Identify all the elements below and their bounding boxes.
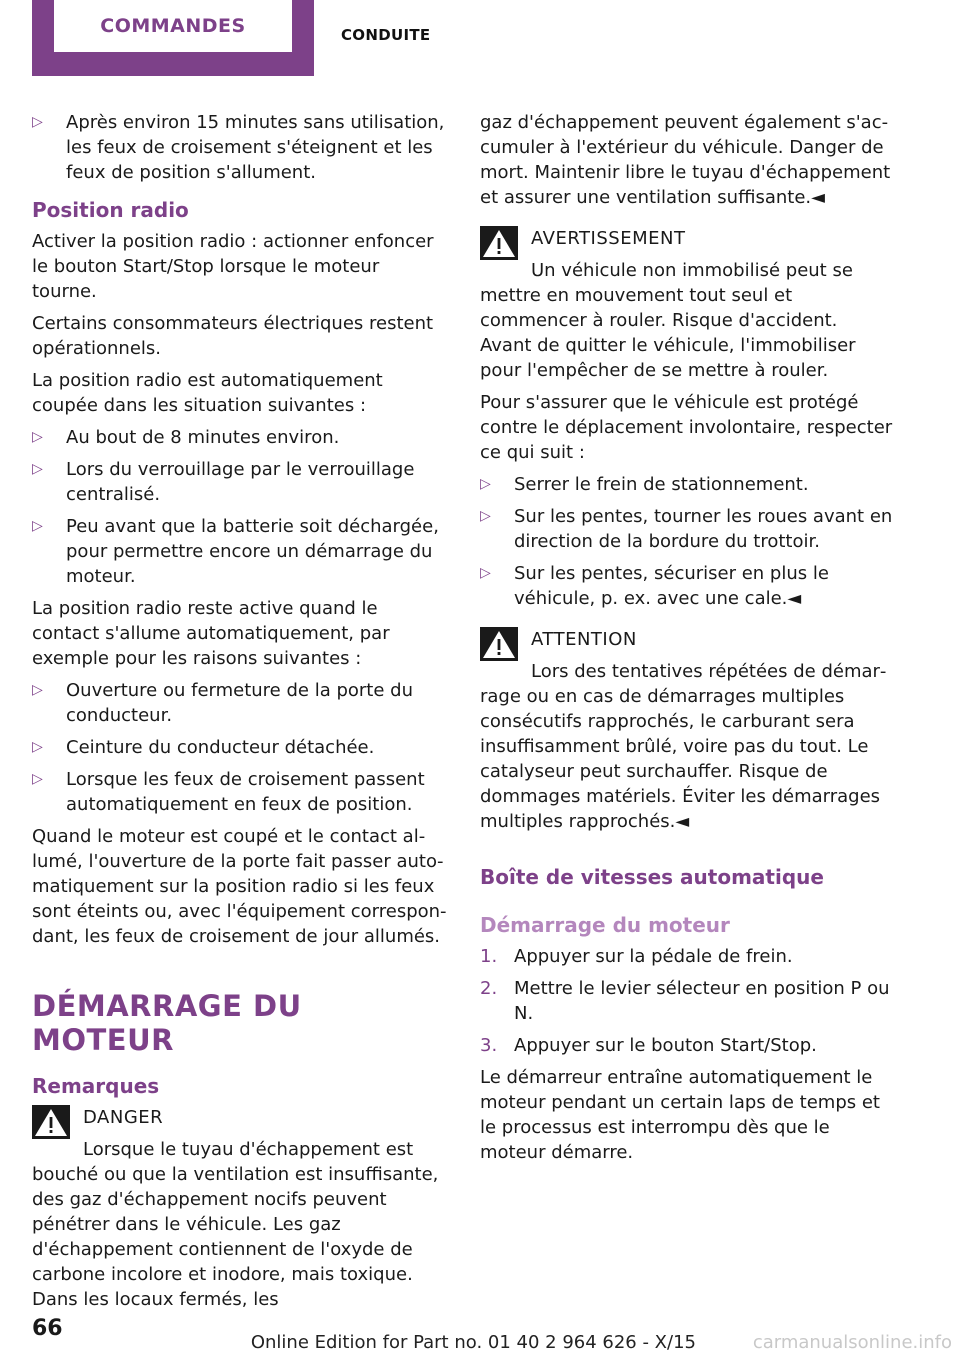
- paragraph: Pour s'assurer que le véhicule est protégé contre le déplacement involontaire, respecter ce qui suit :: [480, 392, 893, 463]
- paragraph: gaz d'échappement peuvent également s'accumuler à l'extérieur du véhicule. Danger de mort. Maintenir libre le tuyau d'échappement et assurer une ventilation suffisante.◄: [480, 112, 891, 208]
- list-item: 3. Appuyer sur le bouton Start/Stop.: [480, 1035, 817, 1056]
- step-number: 1.: [480, 946, 498, 967]
- list-item: ▷ Ceinture du conducteur détachée.: [32, 737, 375, 758]
- list-item: ▷ Sur les pentes, sécuriser en plus le véhicule, p. ex. avec une cale.◄: [480, 563, 829, 609]
- step-number: 2.: [480, 978, 498, 999]
- avertissement-notice: [480, 226, 894, 383]
- watermark: carmanualsonline.info: [752, 1332, 952, 1353]
- paragraph: Le démarreur entraîne automatiquement le moteur pendant un certain laps de temps et le processus est interrompu dès que le moteur démarre.: [480, 1067, 880, 1163]
- triangle-bullet-icon: ▷: [480, 476, 491, 492]
- warning-triangle-icon: [32, 1105, 70, 1139]
- list-item: ▷ Lorsque les feux de croisement passent automatiquement en feux de position.: [32, 769, 425, 815]
- list-item: 1. Appuyer sur la pédale de frein.: [480, 946, 793, 967]
- warning-triangle-icon: [480, 627, 518, 661]
- edition-footer: Online Edition for Part no. 01 40 2 964 626 - X/15: [250, 1332, 696, 1353]
- danger-label: DANGER: [83, 1107, 164, 1128]
- page-number: 66: [32, 1316, 63, 1341]
- tab-commandes-label: COMMANDES: [54, 0, 292, 52]
- warning-triangle-icon: [480, 226, 518, 260]
- list-item: 2. Mettre le levier sélecteur en position P ou N.: [480, 978, 890, 1024]
- heading-position-radio: Position radio: [32, 198, 189, 222]
- section-tabs: [32, 0, 932, 76]
- tab-conduite[interactable]: CONDUITE: [341, 26, 431, 44]
- heading-demarrage-du-moteur: DÉMARRAGE DU MOTEUR: [32, 989, 302, 1057]
- list-item: ▷ Après environ 15 minutes sans utilisation, les feux de croisement s'éteignent et les feux de position s'allument.: [32, 112, 445, 183]
- list-item: ▷ Serrer le frein de stationnement.: [480, 474, 809, 495]
- list-item: ▷ Ouverture ou fermeture de la porte du conducteur.: [32, 680, 413, 726]
- paragraph: La position radio est automatiquement coupée dans les situation suivantes :: [32, 370, 383, 416]
- paragraph: La position radio reste active quand le contact s'allume automatiquement, par exemple pour les raisons suivantes :: [32, 598, 390, 669]
- triangle-bullet-icon: ▷: [32, 429, 43, 445]
- step-number: 3.: [480, 1035, 498, 1056]
- right-column: [480, 110, 894, 1172]
- paragraph: Certains consommateurs électriques restent opérationnels.: [32, 313, 434, 359]
- triangle-bullet-icon: ▷: [32, 114, 43, 130]
- paragraph: Activer la position radio : actionner enfoncer le bouton Start/Stop lorsque le moteur tourne.: [32, 231, 434, 302]
- attention-notice: [480, 627, 894, 834]
- paragraph: Quand le moteur est coupé et le contact allumé, l'ouverture de la porte fait passer automatiquement sur la position radio si les feux sont éteints ou, avec l'équipement correspondant, les feux de croisement de jour allumés.: [32, 826, 447, 947]
- tab-commandes[interactable]: [32, 0, 314, 76]
- avertissement-text: Un véhicule non immobilisé peut se mettre en mouvement tout seul et commencer à rouler. Risque d'accident. Avant de quitter le véhicule, l'immobiliser pour l'empêcher de se mettre à rouler.: [480, 260, 856, 381]
- triangle-bullet-icon: ▷: [32, 739, 43, 755]
- triangle-bullet-icon: ▷: [480, 508, 491, 524]
- avertissement-label: AVERTISSEMENT: [531, 228, 686, 249]
- danger-text: Lorsque le tuyau d'échappement est bouché ou que la ventilation est insuffisante, des gaz d'échappement nocifs peuvent pénétrer dans le véhicule. Les gaz d'échappement contiennent de l'oxyde de carbone incolore et inodore, mais toxique. Dans les locaux fermés, les: [32, 1139, 439, 1310]
- triangle-bullet-icon: ▷: [32, 771, 43, 787]
- triangle-bullet-icon: ▷: [480, 565, 491, 581]
- attention-label: ATTENTION: [531, 629, 637, 650]
- heading-remarques: Remarques: [32, 1074, 160, 1098]
- list-item: ▷ Lors du verrouillage par le verrouillage centralisé.: [32, 459, 415, 505]
- left-column: [32, 110, 448, 1319]
- list-item: ▷ Au bout de 8 minutes environ.: [32, 427, 340, 448]
- list-item: ▷ Sur les pentes, tourner les roues avant en direction de la bordure du trottoir.: [480, 506, 893, 552]
- triangle-bullet-icon: ▷: [32, 518, 43, 534]
- triangle-bullet-icon: ▷: [32, 682, 43, 698]
- list-item: ▷ Peu avant que la batterie soit déchargée, pour permettre encore un démarrage du moteur.: [32, 516, 439, 587]
- triangle-bullet-icon: ▷: [32, 461, 43, 477]
- attention-text: Lors des tentatives répétées de démarrage ou en cas de démarrages multiples consécutifs rapprochés, le carburant sera insuffisamment brûlé, voire pas du tout. Le catalyseur peut surchauffer. Risque de dommages matériels. Éviter les démarrages multiples rapprochés.◄: [480, 661, 887, 832]
- danger-notice: [32, 1105, 448, 1312]
- heading-demarrage-du-moteur-sub: Démarrage du moteur: [480, 913, 730, 937]
- heading-boite-de-vitesses: Boîte de vitesses automatique: [480, 865, 824, 889]
